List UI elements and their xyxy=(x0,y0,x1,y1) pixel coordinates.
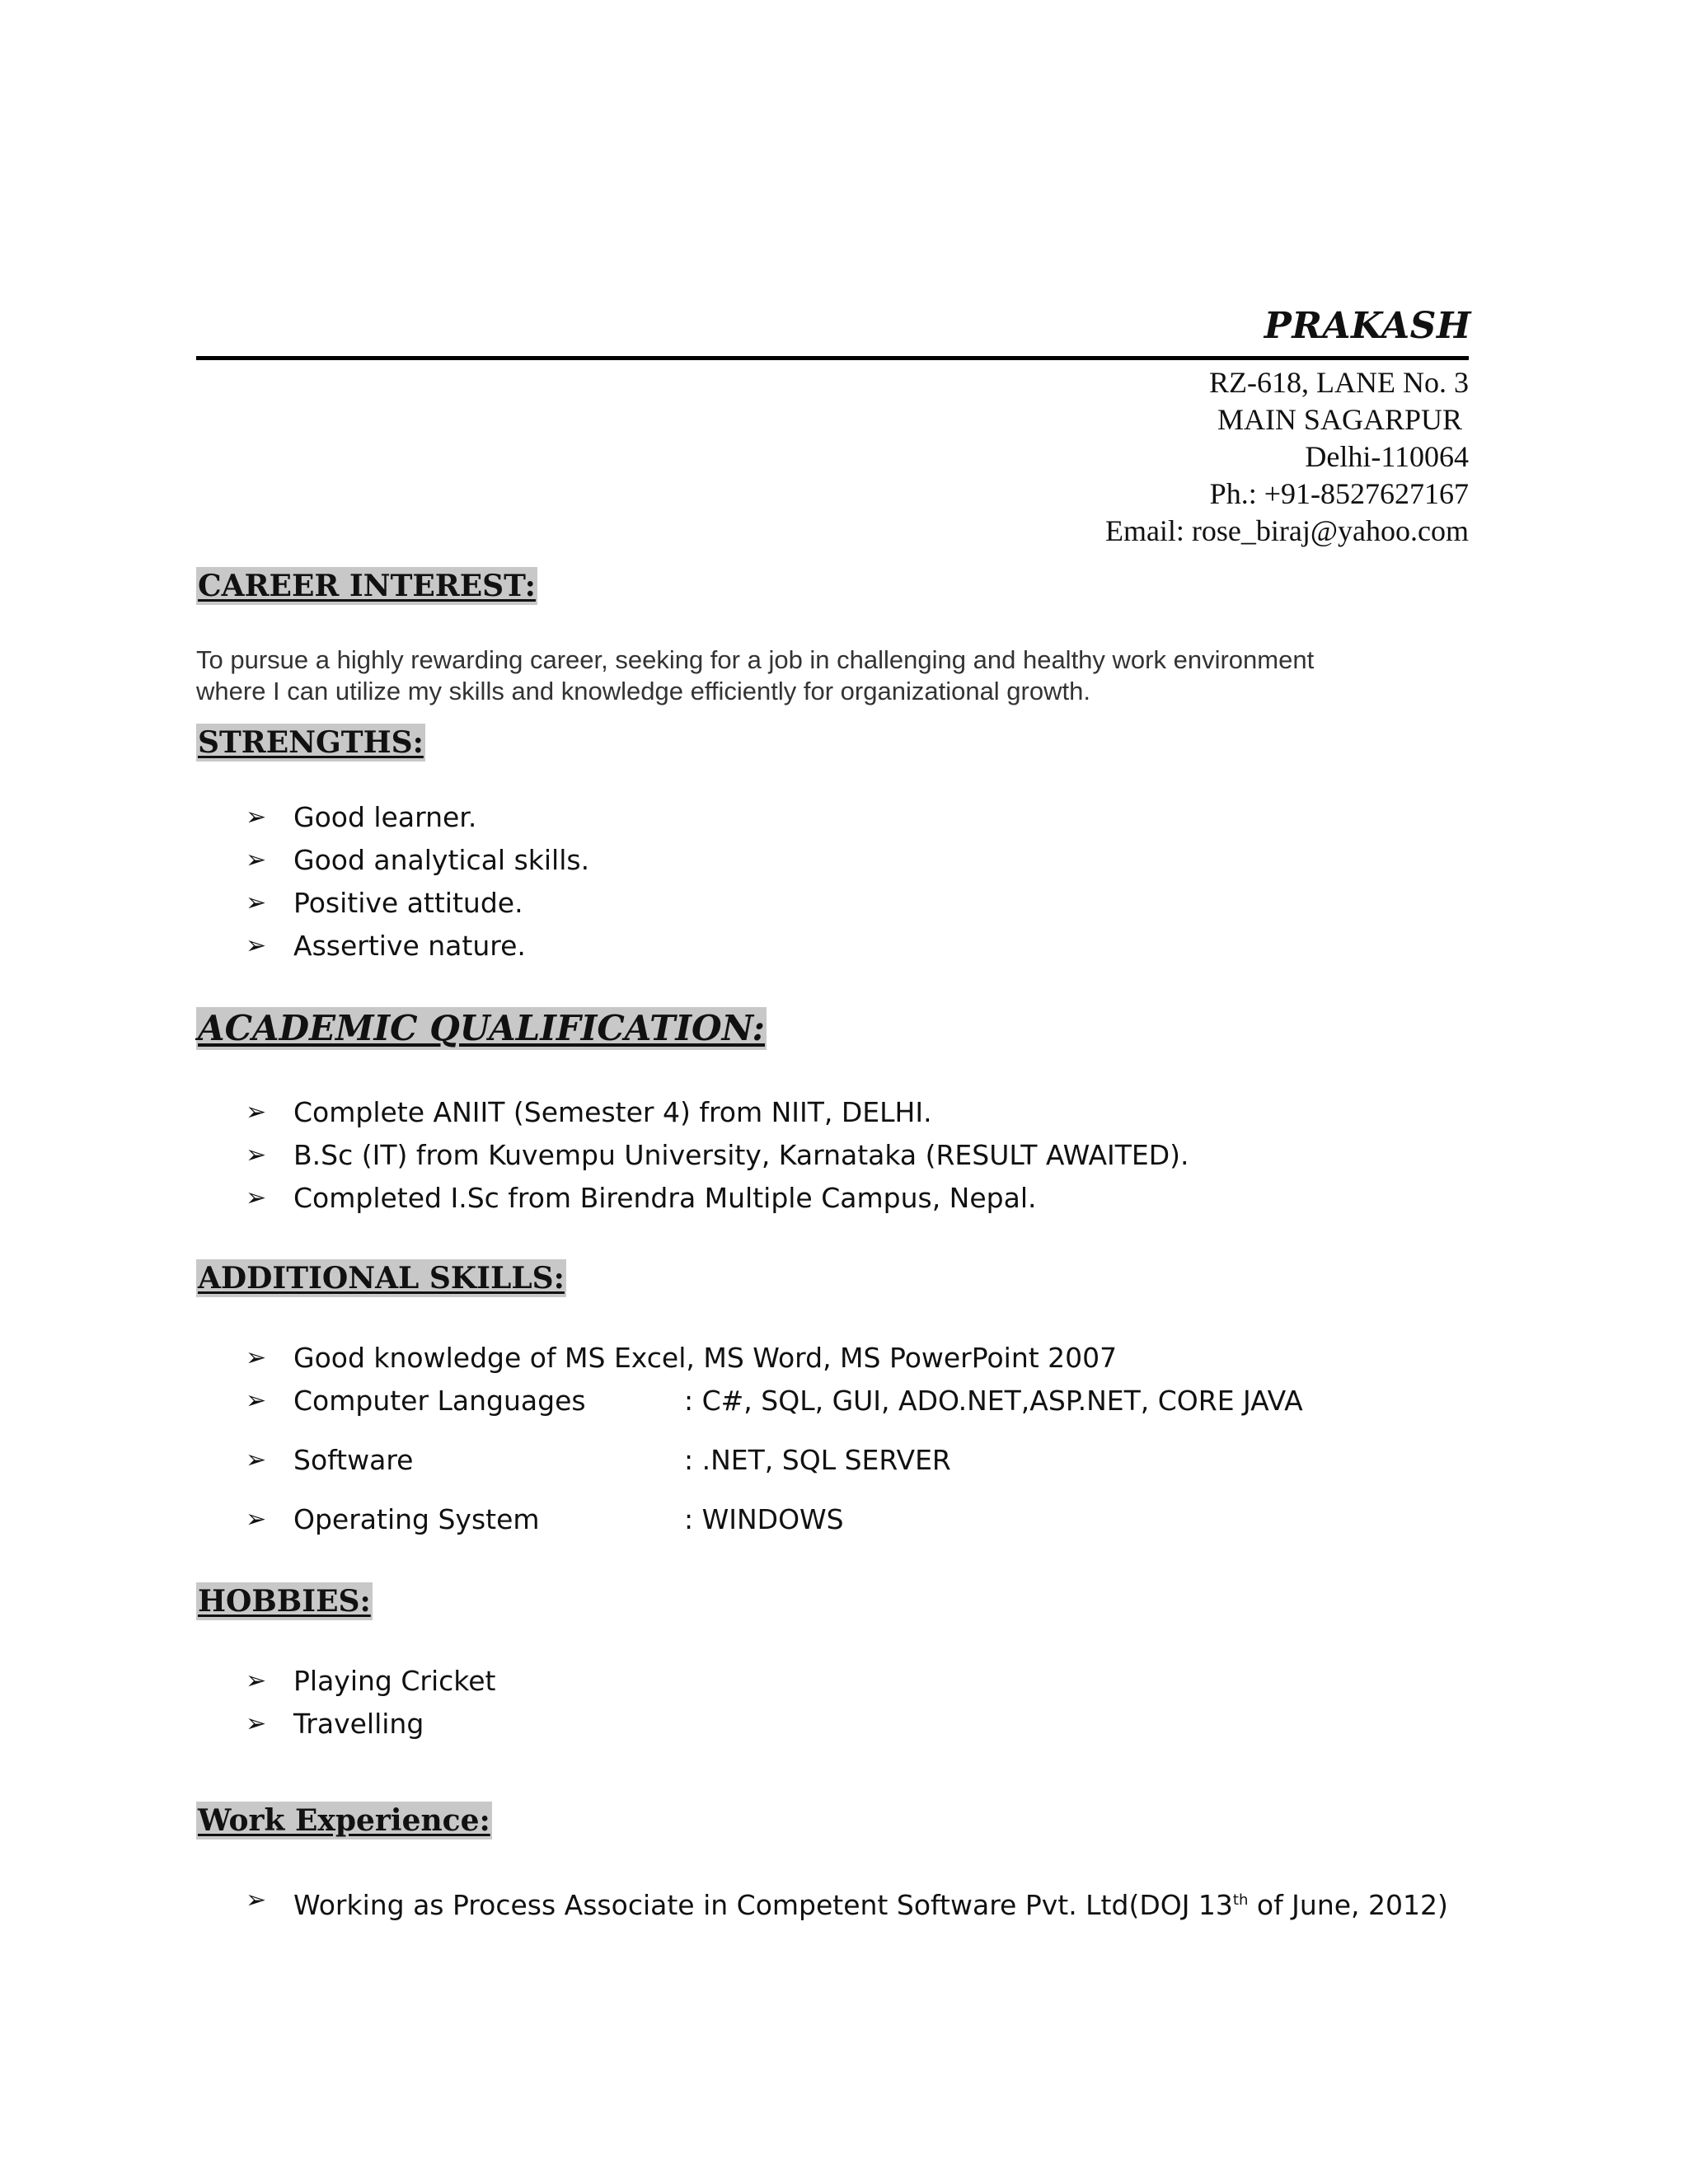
arrow-bullet-icon: ➢ xyxy=(246,1183,267,1212)
career-text-line-1: To pursue a highly rewarding career, seeking for a job in challenging and healthy work environment xyxy=(196,645,1315,674)
list-item: ➢ Completed I.Sc from Birendra Multiple Campus, Nepal. xyxy=(246,1177,1189,1220)
hobbies-heading: HOBBIES: xyxy=(198,1584,371,1619)
experience-text-end: of June, 2012) xyxy=(1248,1889,1448,1921)
arrow-bullet-icon: ➢ xyxy=(246,846,267,874)
address-line-3: Delhi-110064 xyxy=(1305,440,1469,473)
experience-text: Working as Process Associate in Competent Software Pvt. Ltd(DOJ 13 xyxy=(293,1889,1233,1921)
arrow-bullet-icon: ➢ xyxy=(246,931,267,960)
additional-skills-heading: ADDITIONAL SKILLS: xyxy=(198,1261,565,1296)
skill-label: Software xyxy=(293,1444,414,1476)
arrow-bullet-icon: ➢ xyxy=(246,1505,267,1534)
work-experience-heading: Work Experience: xyxy=(198,1803,490,1838)
arrow-bullet-icon: ➢ xyxy=(246,1386,267,1415)
list-item: ➢ Assertive nature. xyxy=(246,925,589,968)
list-item: ➢ Playing Cricket xyxy=(246,1660,495,1703)
candidate-name: PRAKASH xyxy=(1264,305,1471,347)
academic-heading: ACADEMIC QUALIFICATION: xyxy=(198,1008,765,1048)
list-item xyxy=(246,1498,1303,1541)
list-item: ➢ Positive attitude. xyxy=(246,882,589,925)
arrow-bullet-icon: ➢ xyxy=(246,1709,267,1738)
superscript-ordinal: th xyxy=(1232,1891,1249,1909)
list-item: ➢ Travelling xyxy=(246,1703,495,1746)
list-item xyxy=(246,1380,1303,1422)
list-item: ➢ Good learner. xyxy=(246,796,589,839)
list-item: ➢ Good analytical skills. xyxy=(246,839,589,882)
skill-value: : C#, SQL, GUI, ADO.NET,ASP.NET, CORE JAVA xyxy=(684,1385,1303,1417)
career-interest-text xyxy=(196,644,1482,707)
header-divider xyxy=(196,356,1469,360)
skill-value: : .NET, SQL SERVER xyxy=(684,1444,951,1476)
arrow-bullet-icon: ➢ xyxy=(246,1446,267,1474)
skill-label: Operating System xyxy=(293,1503,540,1535)
list-item xyxy=(246,1439,1303,1482)
arrow-bullet-icon: ➢ xyxy=(246,888,267,917)
email-line: Email: rose_biraj@yahoo.com xyxy=(1104,514,1469,547)
strengths-heading: STRENGTHS: xyxy=(198,725,424,760)
skill-label: Computer Languages xyxy=(293,1385,586,1417)
list-item: ➢ B.Sc (IT) from Kuvempu University, Karnataka (RESULT AWAITED). xyxy=(246,1134,1189,1177)
skill-value: : WINDOWS xyxy=(684,1503,844,1535)
arrow-bullet-icon: ➢ xyxy=(246,1666,267,1695)
list-item: ➢ Good knowledge of MS Excel, MS Word, MS PowerPoint 2007 xyxy=(246,1337,1303,1380)
phone-line: Ph.: +91-8527627167 xyxy=(1209,477,1469,510)
contact-block xyxy=(1105,364,1469,550)
skills-list xyxy=(246,1337,1303,1541)
list-item xyxy=(246,1879,1448,1927)
arrow-bullet-icon: ➢ xyxy=(246,1098,267,1127)
arrow-bullet-icon: ➢ xyxy=(246,1886,267,1915)
arrow-bullet-icon: ➢ xyxy=(246,1343,267,1372)
career-text-line-2: where I can utilize my skills and knowledge efficiently for organizational growth. xyxy=(196,677,1090,705)
experience-list xyxy=(246,1879,1448,1927)
list-item: ➢ Complete ANIIT (Semester 4) from NIIT, DELHI. xyxy=(246,1091,1189,1134)
hobbies-list xyxy=(246,1660,495,1746)
strengths-list xyxy=(246,796,589,968)
address-line-1: RZ-618, LANE No. 3 xyxy=(1209,366,1469,399)
arrow-bullet-icon: ➢ xyxy=(246,1141,267,1169)
arrow-bullet-icon: ➢ xyxy=(246,803,267,832)
academic-list xyxy=(246,1091,1189,1220)
career-interest-heading: CAREER INTEREST: xyxy=(198,569,536,603)
address-line-2: MAIN SAGARPUR xyxy=(1217,403,1462,436)
